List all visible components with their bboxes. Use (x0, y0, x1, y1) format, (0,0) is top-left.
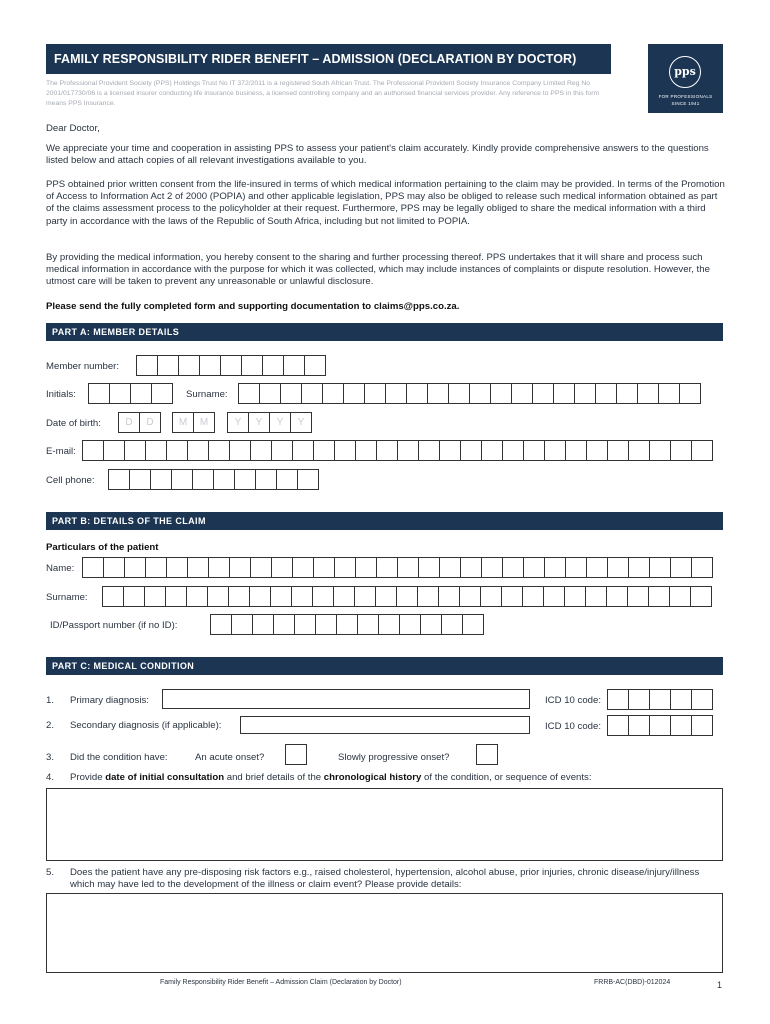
primary-diagnosis-label: Primary diagnosis: (70, 695, 149, 706)
logo-tagline: FOR PROFESSIONALS (658, 94, 713, 99)
dob-year-input[interactable]: Y Y Y Y (227, 412, 311, 433)
patient-surname-label: Surname: (46, 592, 88, 603)
pps-logo-mark: pps (669, 56, 701, 88)
secondary-diagnosis-input[interactable] (240, 716, 530, 734)
intro-paragraph-3: By providing the medical information, you hereby consent to the sharing and further processing thereof. PPS undertakes that it will share and process such medical information in accordance with the purpose for which it was collected, which may include instances of complaints or dispute resolution. However, the utmost care will be taken to prevent any unreasonable or unlawful disclosure. (46, 252, 710, 288)
cell-phone-label: Cell phone: (46, 475, 95, 486)
id-passport-label: ID/Passport number (if no ID): (50, 620, 178, 631)
risk-factors-textarea[interactable] (46, 893, 723, 973)
icd10-secondary-label: ICD 10 code: (545, 721, 601, 732)
icd10-primary-label: ICD 10 code: (545, 695, 601, 706)
email-label: E-mail: (46, 446, 76, 457)
greeting: Dear Doctor, (46, 123, 100, 134)
patient-name-input[interactable] (82, 557, 712, 578)
secondary-diagnosis-label: Secondary diagnosis (if applicable): (70, 720, 222, 731)
pps-logo (648, 44, 723, 113)
q3-number: 3. (46, 752, 55, 763)
footer-form-code: FRRB-AC(DBD)-012024 (594, 979, 671, 986)
email-input[interactable] (82, 440, 712, 461)
risk-factors-question-label: Does the patient have any pre-disposing risk factors e.g., raised cholesterol, hypertension, alcohol abuse, prior injuries, chronic disease/injury/illness which may have led to the development of the illness or claim event? Please provide details: (70, 867, 700, 891)
part-b-header: PART B: DETAILS OF THE CLAIM (46, 512, 723, 530)
part-c-header: PART C: MEDICAL CONDITION (46, 657, 723, 675)
q5-number: 5. (46, 867, 55, 878)
send-instructions: Please send the fully completed form and supporting documentation to claims@pps.co.za. (46, 301, 460, 312)
surname-input[interactable] (238, 383, 700, 404)
form-title: FAMILY RESPONSIBILITY RIDER BENEFIT – ADMISSION (DECLARATION BY DOCTOR) (46, 44, 611, 74)
footer-document-title: Family Responsibility Rider Benefit – Admission Claim (Declaration by Doctor) (160, 979, 402, 986)
acute-onset-label: An acute onset? (195, 752, 265, 763)
part-a-header: PART A: MEMBER DETAILS (46, 323, 723, 341)
dob-month-input[interactable]: M M (172, 412, 214, 433)
intro-paragraph-2: PPS obtained prior written consent from the life-insured in terms of which medical information pertaining to the claim may be provided. In terms of the Promotion of Access to Information Act 2 of 2000 (POPIA) and other applicable legislation, PPS may also be obliged to release such medical information obtained as part of the claims assessment process to the policyholder at their request. Furthermore, PPS may be legally obliged to share the medical information with a third party in accordance with the laws of the Republic of South Africa, including but not limited to POPIA. (46, 179, 725, 227)
icd10-secondary-input[interactable] (607, 715, 712, 736)
logo-since: SINCE 1941 (671, 101, 700, 106)
history-textarea[interactable] (46, 788, 723, 861)
patient-surname-input[interactable] (102, 586, 711, 607)
icd10-primary-input[interactable] (607, 689, 712, 710)
cell-phone-input[interactable] (108, 469, 318, 490)
history-question-label: Provide date of initial consultation and brief details of the chronological history of the condition, or sequence of events: (70, 772, 592, 783)
progressive-onset-label: Slowly progressive onset? (338, 752, 450, 763)
onset-question-label: Did the condition have: (70, 752, 168, 763)
q1-number: 1. (46, 695, 55, 706)
surname-label: Surname: (186, 389, 228, 400)
legal-disclaimer: The Professional Provident Society (PPS) Holdings Trust No IT 372/2011 is a registered South African Trust. The Professional Provident Society Insurance Company Limited Reg No 2001/017730/06 is a licensed insurer conducting life insurance business, a licensed controlling company and an authorised financial services provider. Any reference to PPS in this form means PPS Insurance. (46, 80, 600, 107)
patient-name-label: Name: (46, 563, 75, 574)
page-number: 1 (717, 980, 723, 990)
initials-label: Initials: (46, 389, 76, 400)
member-number-label: Member number: (46, 361, 120, 372)
q4-number: 4. (46, 772, 55, 783)
id-passport-input[interactable] (210, 614, 483, 635)
intro-paragraph-1: We appreciate your time and cooperation in assisting PPS to assess your patient's claim accurately. Kindly provide comprehensive answers to the questions listed below and attach copies of all relevant investigations available to you. (46, 143, 709, 167)
patient-particulars-heading: Particulars of the patient (46, 542, 159, 553)
dob-label: Date of birth: (46, 418, 101, 429)
primary-diagnosis-input[interactable] (162, 689, 530, 709)
progressive-onset-checkbox[interactable] (476, 744, 498, 765)
q2-number: 2. (46, 720, 55, 731)
acute-onset-checkbox[interactable] (285, 744, 307, 765)
member-number-input[interactable] (136, 355, 325, 376)
initials-input[interactable] (88, 383, 172, 404)
dob-day-input[interactable]: D D (118, 412, 160, 433)
